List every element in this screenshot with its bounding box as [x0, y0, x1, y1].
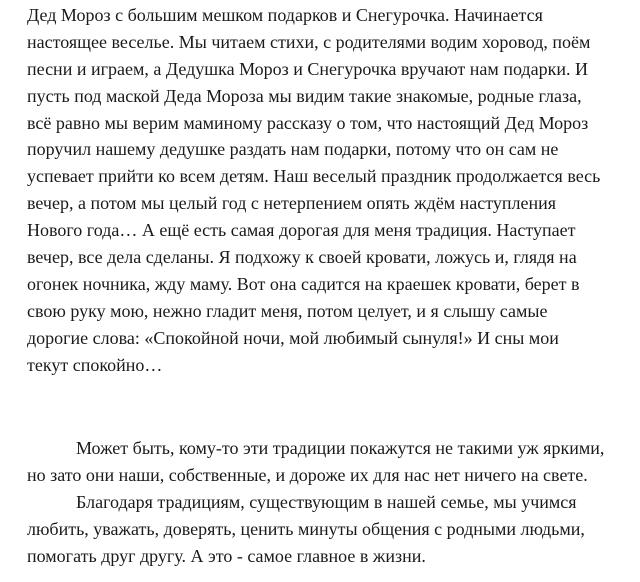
text-line: песни и играем, а Дедушка Мороз и Снегурочка вручают нам подарки. И: [27, 58, 588, 79]
text-line: поручил нашему дедушке раздать нам подарки, потому что он сам не: [27, 139, 559, 160]
paragraph-2: [27, 435, 637, 489]
text-line: свою руку мою, нежно гладит меня, потом целует, и я слышу самые: [27, 300, 548, 321]
text-line: но зато они наши, собственные, и дороже их для нас нет ничего на свете.: [27, 464, 588, 485]
text-line: вечер, все дела сделаны. Я подхожу к своей кровати, ложусь и, глядя на: [27, 247, 577, 268]
text-line: настоящее веселье. Мы читаем стихи, с родителями водим хоровод, поём: [27, 31, 591, 52]
text-line: текут спокойно…: [27, 354, 163, 375]
text-line: помогать друг другу. А это - самое главное в жизни.: [27, 545, 426, 566]
text-line: Нового года… А ещё есть самая дорогая для меня традиция. Наступает: [27, 220, 576, 241]
text-line: Может быть, кому-то эти традиции покажутся не такими уж яркими,: [76, 438, 605, 458]
text-line: всё равно мы верим маминому рассказу о том, что настоящий Дед Мороз: [27, 112, 589, 133]
text-line: огонек ночника, жду маму. Вот она садится на краешек кровати, берет в: [27, 273, 580, 294]
text-line: Дед Мороз с большим мешком подарков и Снегурочка. Начинается: [27, 5, 543, 25]
text-line: любить, уважать, доверять, ценить минуты общения с родными людьми,: [27, 518, 585, 539]
paragraph-3: [27, 489, 637, 570]
paragraph-1: [27, 2, 637, 378]
text-line: дорогие слова: «Спокойной ночи, мой любимый сынуля!» И сны мои: [27, 327, 559, 348]
text-line: пусть под маской Деда Мороза мы видим такие знакомые, родные глаза,: [27, 85, 582, 106]
text-line: успевает прийти ко всем детям. Наш веселый праздник продолжается весь: [27, 166, 601, 187]
text-line: Благодаря традициям, существующим в нашей семье, мы учимся: [76, 492, 577, 512]
text-line: вечер, а потом мы целый год с нетерпением опять ждём наступления: [27, 193, 557, 214]
